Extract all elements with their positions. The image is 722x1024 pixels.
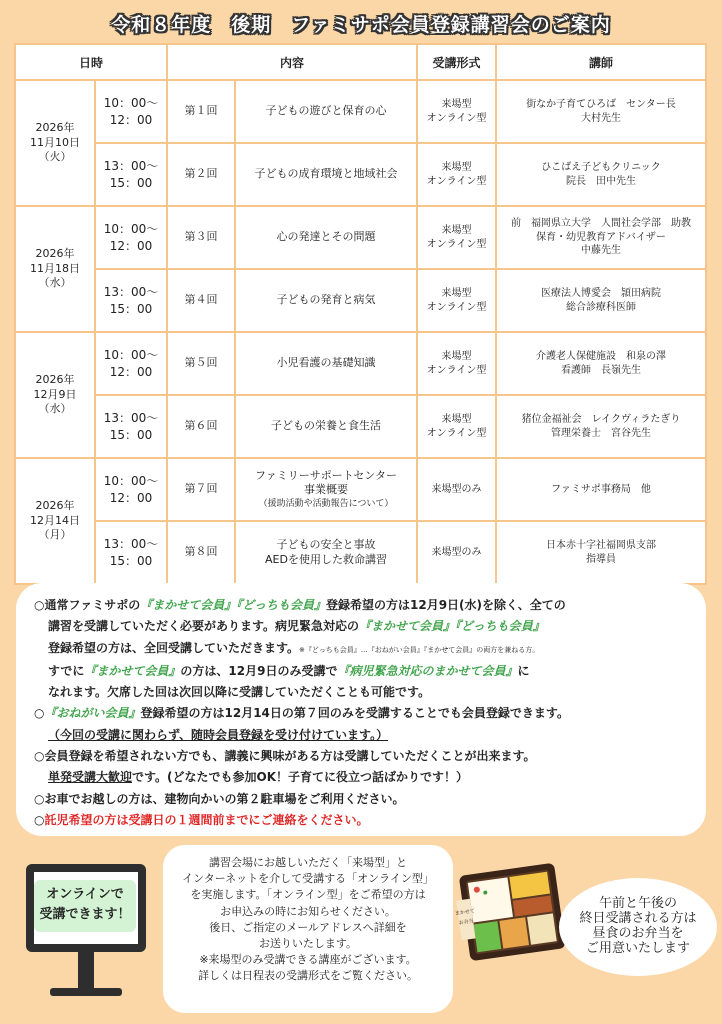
lunch-line: 終日受講される方は [579, 911, 697, 926]
note-line: なれます。欠席した回は次回以降に受講していただくことも可能です。 [48, 685, 431, 700]
date-year: 2026年 [35, 372, 75, 386]
header-format: 受講形式 [417, 44, 496, 80]
time-start: 10：00～ [103, 474, 159, 489]
note-text: ○通常ファミサポの [34, 598, 141, 612]
info-line: を実施します。「オンライン型」をご希望の方は [190, 888, 426, 902]
time-end: 15：00 [109, 301, 153, 316]
note-text: 講習を受講していただく必要があります。病児緊急対応の [48, 619, 360, 634]
teacher-line: 管理栄養士 宮谷先生 [551, 427, 651, 439]
bento-label-line: お弁当 [458, 918, 475, 927]
note-text: ○ [34, 812, 45, 827]
session-teacher [496, 269, 706, 332]
table-row [15, 269, 706, 332]
session-format [417, 80, 496, 143]
note-text: に [517, 663, 530, 678]
teacher-line: 日本赤十字社福岡県支部 [546, 540, 656, 551]
session-content [235, 80, 417, 143]
date-cell [15, 332, 95, 458]
session-number: 第５回 [167, 332, 235, 395]
lunch-line: ご用意いたします [585, 941, 690, 956]
table-row [15, 80, 706, 143]
format-line: 来場型のみ [431, 483, 482, 495]
note-text: すでに [48, 663, 85, 678]
content-line: 心の発達とその問題 [276, 230, 376, 244]
teacher-line: ひこばえ子どもクリニック [541, 162, 661, 173]
teacher-line: 院長 田中先生 [566, 175, 636, 187]
time-cell [95, 332, 167, 395]
note-line: ○会員登録を希望されない方でも、講義に興味がある方は受講していただくことが出来ます。 [34, 749, 536, 764]
note-emphasis: 単発受講大歓迎 [48, 770, 133, 785]
session-content [235, 521, 417, 584]
table-header-row [15, 44, 706, 80]
session-number: 第３回 [167, 206, 235, 269]
session-format [417, 332, 496, 395]
time-start: 10：00～ [103, 96, 159, 111]
date-cell [15, 80, 95, 206]
date-weekday: （水） [38, 276, 72, 290]
content-line: ファミリーサポートセンター [254, 468, 397, 482]
teacher-line: 介護老人保健施設 和泉の澤 [536, 351, 666, 362]
date-weekday: （月） [38, 528, 72, 542]
member-type-highlight: 『まかせて会員』『どっちも会員』 [140, 598, 326, 612]
note-line [34, 767, 688, 788]
note-text: 登録希望の方は12月14日の第７回のみを受講することでも会員登録できます。 [140, 706, 569, 721]
note-line [34, 810, 688, 831]
format-line: 来場型 [441, 351, 472, 362]
teacher-line: 大村先生 [581, 112, 621, 124]
session-number: 第１回 [167, 80, 235, 143]
content-line: 子どもの発育と病気 [276, 293, 376, 307]
note-line [34, 616, 688, 637]
table-row [15, 458, 706, 521]
date-day: 12月9日 [33, 387, 77, 401]
time-cell [95, 395, 167, 458]
content-line: 事業概要 [304, 483, 348, 497]
page-title: 令和８年度 後期 ファミサポ会員登録講習会のご案内 [111, 14, 611, 36]
time-start: 13：00～ [103, 159, 159, 174]
online-label-line: オンラインで [46, 887, 124, 902]
session-teacher [496, 206, 706, 269]
format-line: オンライン型 [426, 238, 487, 250]
info-line: お送りいたします。 [258, 937, 358, 951]
time-cell [95, 206, 167, 269]
date-day: 11月18日 [30, 261, 80, 275]
session-format [417, 206, 496, 269]
member-type-highlight: 『病児緊急対応のまかせて会員』 [337, 663, 518, 678]
time-end: 12：00 [109, 364, 153, 379]
note-line: （今回の受講に関わらず、随時会員登録を受け付けています。） [48, 727, 389, 742]
teacher-line: 看護師 長嶺先生 [561, 364, 641, 376]
content-line: 小児看護の基礎知識 [276, 356, 376, 370]
time-cell [95, 521, 167, 584]
session-content [235, 143, 417, 206]
session-teacher [496, 332, 706, 395]
date-year: 2026年 [35, 498, 75, 512]
note-text: の方は、12月9日のみ受講で [180, 663, 338, 678]
notes-panel [16, 583, 706, 836]
time-end: 12：00 [109, 490, 153, 505]
teacher-line: 猪位金福祉会 レイクヴィラたぎり [521, 414, 681, 425]
teacher-line: 前 福岡県立大学 人間社会学部 助教 [511, 218, 691, 230]
header-date: 日時 [15, 44, 167, 80]
content-line: 子どもの安全と事故 [276, 537, 376, 551]
format-line: 来場型 [441, 162, 472, 173]
format-line: オンライン型 [426, 364, 487, 376]
online-label-line: 受講できます！ [39, 907, 131, 922]
time-end: 15：00 [109, 553, 153, 568]
session-number: 第２回 [167, 143, 235, 206]
time-end: 12：00 [109, 238, 153, 253]
lunch-bubble [559, 878, 717, 976]
session-format [417, 143, 496, 206]
time-end: 15：00 [109, 175, 153, 190]
content-line: 子どもの栄養と食生活 [271, 419, 381, 433]
format-line: オンライン型 [426, 427, 487, 439]
date-year: 2026年 [35, 246, 75, 260]
format-line: オンライン型 [426, 112, 487, 124]
time-end: 15：00 [109, 427, 153, 442]
teacher-line: 保育・幼児教育アドバイザー [536, 231, 666, 243]
note-line [34, 638, 688, 661]
teacher-line: ファミサポ事務局 他 [551, 483, 651, 495]
session-teacher [496, 143, 706, 206]
lunch-line: 午前と午後の [598, 896, 677, 911]
format-line: オンライン型 [426, 175, 487, 187]
table-row [15, 332, 706, 395]
format-line: オンライン型 [426, 301, 487, 313]
table-row [15, 206, 706, 269]
session-teacher [496, 395, 706, 458]
time-cell [95, 80, 167, 143]
note-text: 登録希望の方は、全回受講していただきます。 [48, 640, 300, 655]
info-line: 講習会場にお越しいただく「来場型」と [209, 856, 407, 869]
note-text: ○ [34, 706, 45, 721]
info-line: 詳しくは日程表の受講形式をご覧ください。 [198, 969, 418, 983]
time-end: 12：00 [109, 112, 153, 127]
teacher-line: 指導員 [586, 553, 616, 565]
session-number: 第６回 [167, 395, 235, 458]
info-line: ※来場型のみ受講できる講座がございます。 [199, 953, 417, 967]
date-day: 12月14日 [30, 513, 80, 527]
note-text: です。(どなたでも参加OK！子育てに役立つ話ばかりです！） [132, 770, 469, 785]
teacher-line: 総合診療科医師 [566, 301, 636, 313]
session-number: 第８回 [167, 521, 235, 584]
format-line: 来場型 [441, 99, 472, 110]
format-line: 来場型 [441, 288, 472, 299]
content-line: 子どもの成育環境と地域社会 [254, 167, 398, 181]
time-cell [95, 458, 167, 521]
session-content [235, 269, 417, 332]
session-teacher [496, 521, 706, 584]
header-content: 内容 [167, 44, 417, 80]
bento-box-icon [454, 855, 566, 965]
content-note: （援助活動や活動報告について） [258, 499, 394, 510]
table-row [15, 395, 706, 458]
session-number: 第４回 [167, 269, 235, 332]
session-teacher [496, 458, 706, 521]
info-line: 後日、ご指定のメールアドレスへ詳細を [209, 920, 407, 934]
session-content [235, 332, 417, 395]
date-cell [15, 206, 95, 332]
session-number: 第７回 [167, 458, 235, 521]
time-start: 13：00～ [103, 411, 159, 426]
date-weekday: （火） [38, 150, 72, 164]
note-line [34, 661, 688, 682]
table-row [15, 143, 706, 206]
schedule-table [14, 43, 707, 585]
date-weekday: （水） [38, 402, 72, 416]
member-type-highlight: 『まかせて会員』『どっちも会員』 [359, 619, 545, 634]
member-type-highlight: 『おねがい会員』 [44, 706, 141, 721]
time-cell [95, 143, 167, 206]
footnote: ※『どっちも会員』…『おねがい会員』『まかせて会員』の両方を兼ねる方。 [299, 645, 540, 654]
note-text: 登録希望の方は12月9日(水)を除く、全ての [326, 598, 566, 612]
session-format [417, 269, 496, 332]
info-line: インターネットを介して受講する「オンライン型」 [182, 872, 434, 886]
note-line [34, 703, 688, 724]
time-start: 13：00～ [103, 285, 159, 300]
session-teacher [496, 80, 706, 143]
session-format [417, 395, 496, 458]
date-year: 2026年 [35, 120, 75, 134]
session-content [235, 395, 417, 458]
online-label [34, 880, 136, 932]
teacher-line: 中藤先生 [581, 245, 621, 257]
session-content [235, 206, 417, 269]
date-cell [15, 458, 95, 584]
teacher-line: 街なか子育てひろば センター長 [526, 99, 676, 110]
note-line [34, 595, 688, 616]
info-line: お申込みの時にお知らせください。 [220, 904, 396, 918]
session-format [417, 458, 496, 521]
bento-label-line: まかせて [454, 908, 476, 917]
note-line: ○お車でお越しの方は、建物向かいの第２駐車場をご利用ください。 [34, 791, 405, 806]
session-format [417, 521, 496, 584]
content-line: AEDを使用した救命講習 [265, 552, 387, 566]
format-line: 来場型のみ [431, 546, 482, 558]
teacher-line: 医療法人博愛会 頴田病院 [541, 288, 661, 299]
time-start: 10：00～ [103, 222, 159, 237]
format-line: 来場型 [441, 225, 472, 236]
time-cell [95, 269, 167, 332]
header-teacher: 講師 [496, 44, 706, 80]
session-content [235, 458, 417, 521]
format-line: 来場型 [441, 414, 472, 425]
table-row [15, 521, 706, 584]
member-type-highlight: 『まかせて会員』 [84, 663, 181, 678]
online-info-box [163, 845, 453, 1013]
time-start: 13：00～ [103, 537, 159, 552]
date-day: 11月10日 [30, 135, 80, 149]
note-warning: 託児希望の方は受講日の１週間前までにご連絡をください。 [44, 812, 369, 827]
lunch-line: 昼食のお弁当を [592, 926, 684, 941]
content-line: 子どもの遊びと保育の心 [265, 104, 387, 118]
time-start: 10：00～ [103, 348, 159, 363]
